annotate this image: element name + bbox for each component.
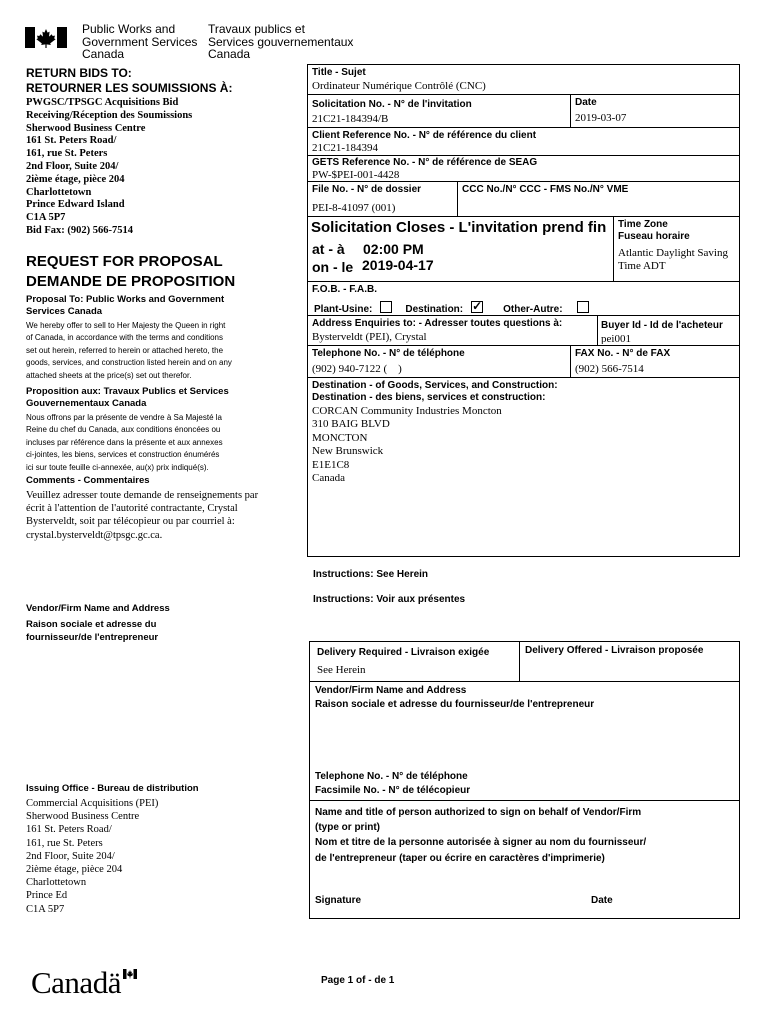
return-bids-address	[26, 97, 192, 238]
bid-fax-line: Bid Fax: (902) 566-7514	[26, 224, 134, 236]
rfp-title-fr: DEMANDE DE PROPOSITION	[26, 273, 236, 290]
department-fr-line: Travaux publics et	[208, 22, 305, 36]
authorized-signer-label	[315, 805, 646, 866]
address-line: Charlottetown	[26, 186, 92, 198]
proposal-text-line: of Canada, in accordance with the terms and conditions	[26, 333, 224, 343]
authorized-signer-line: (type or print)	[315, 822, 380, 834]
comments-text	[26, 489, 258, 542]
issuing-address-line: Sherwood Business Centre	[26, 811, 140, 823]
proposition-text-line: Nous offrons par la présente de vendre à Sa Majesté la	[26, 413, 222, 422]
destination-goods-address	[312, 405, 502, 485]
checkmark-icon: ✓	[472, 299, 483, 314]
signature-label: Signature	[315, 895, 362, 906]
destination-label: Destination:	[405, 304, 464, 315]
issuing-address-line: C1A 5P7	[26, 903, 65, 915]
file-number-label: File No. - N° de dossier	[312, 184, 422, 195]
delivery-required-label: Delivery Required - Livraison exigée	[317, 647, 490, 658]
solicitation-label: Solicitation No. - N° de l'invitation	[312, 99, 472, 110]
instructions-en: Instructions: See Herein	[313, 569, 429, 580]
address-line: 161 St. Peters Road/	[26, 135, 117, 147]
proposition-text-line: incluses par référence dans la présente et aux annexes	[26, 437, 223, 447]
vendor-heading-left: Vendor/Firm Name and Address	[26, 603, 170, 614]
return-bids-title-en: RETURN BIDS TO:	[26, 66, 132, 80]
date-value: 2019-03-07	[575, 112, 627, 124]
solicitation-value: 21C21-184394/B	[312, 113, 389, 125]
delivery-offered-label: Delivery Offered - Livraison proposée	[525, 645, 704, 656]
delivery-offered-field[interactable]	[521, 658, 738, 679]
destination-goods-label-line: Destination - des biens, services et construction:	[312, 392, 546, 403]
department-en-line: Public Works and	[82, 22, 176, 36]
at-label: at - à	[312, 241, 345, 257]
department-name-en	[82, 23, 197, 61]
address-enquiries-value: Bysterveldt (PEI), Crystal	[312, 331, 427, 343]
destination-address-line: 310 BAIG BLVD	[312, 418, 390, 431]
comments-line: Bysterveldt, soit par télécopieur ou par courriel à:	[26, 516, 235, 528]
vendor-name-label: Vendor/Firm Name and Address	[315, 685, 467, 696]
vendor-telephone-label: Telephone No. - N° de téléphone	[315, 771, 468, 782]
proposal-text-line: attached sheets at the price(s) set out therefor.	[26, 370, 192, 380]
fax-value: (902) 566-7514	[575, 363, 644, 375]
issuing-address-line: Charlottetown	[26, 877, 87, 889]
address-line: Sherwood Business Centre	[26, 122, 146, 134]
proposition-text-line: ici sur toute feuille ci-annexée, au(x) prix indiqué(s).	[26, 462, 209, 472]
buyer-id-value: pei001	[601, 333, 631, 344]
signature-field[interactable]	[311, 866, 581, 892]
plant-usine-label: Plant-Usine:	[314, 304, 373, 315]
canada-wordmark-logo	[31, 965, 121, 1001]
closing-date-value: 2019-04-17	[362, 257, 434, 273]
rfp-title-en: REQUEST FOR PROPOSAL	[26, 253, 223, 270]
proposal-to-text	[26, 320, 232, 382]
return-bids-title-fr: RETOURNER LES SOUMISSIONS À:	[26, 81, 233, 95]
fob-options	[314, 299, 589, 317]
ccc-fms-label: CCC No./N° CCC - FMS No./N° VME	[462, 184, 629, 195]
sign-date-label: Date	[591, 895, 613, 906]
address-enquiries-label: Address Enquiries to: - Adresser toutes questions à:	[312, 318, 563, 329]
delivery-required-value: See Herein	[317, 664, 366, 676]
vendor-subheading-line: Raison sociale et adresse du	[26, 619, 157, 630]
destination-address-line: MONCTON	[312, 431, 368, 444]
address-line: 161, rue St. Peters	[26, 148, 108, 160]
destination-address-line: Canada	[312, 472, 345, 485]
timezone-value-line: Atlantic Daylight Saving	[618, 247, 728, 259]
proposition-text-line: Reine du chef du Canada, aux conditions énoncées ou	[26, 425, 221, 435]
client-reference-label: Client Reference No. - N° de référence du client	[312, 130, 537, 141]
sign-date-field[interactable]	[585, 866, 735, 892]
address-line: C1A 5P7	[26, 212, 66, 224]
department-en-line: Canada	[82, 47, 125, 61]
gets-reference-label: GETS Reference No. - N° de référence de SEAG	[312, 157, 538, 168]
other-autre-checkbox[interactable]	[577, 301, 589, 313]
closing-time-value: 02:00 PM	[363, 241, 424, 257]
date-label: Date	[575, 97, 597, 108]
comments-heading: Comments - Commentaires	[26, 475, 150, 486]
timezone-label-line: Fuseau horaire	[618, 231, 690, 242]
issuing-address-line: 2nd Floor, Suite 204/	[26, 850, 115, 862]
proposal-to-heading: Proposal To: Public Works and Government Services Canada	[26, 294, 225, 317]
comments-line: écrit à l'attention de l'autorité contractante, Crystal	[26, 503, 238, 515]
page-number: Page 1 of - de 1	[321, 975, 395, 986]
timezone-value-line: Time ADT	[618, 260, 666, 272]
issuing-address-line: 161, rue St. Peters	[26, 837, 103, 849]
issuing-address-line: 161 St. Peters Road/	[26, 824, 112, 836]
fob-label: F.O.B. - F.A.B.	[312, 284, 377, 295]
canada-wordmark-text: Canadä	[31, 965, 121, 1000]
vendor-fax-label: Facsimile No. - N° de télécopieur	[315, 785, 471, 796]
proposal-text-line: We hereby offer to sell to Her Majesty the Queen in right	[26, 321, 226, 330]
address-line: PWGSC/TPSGC Acquisitions Bid	[26, 97, 179, 108]
on-label: on - le	[312, 259, 354, 275]
department-name-fr	[208, 23, 353, 61]
proposition-heading-line: Gouvernementaux Canada	[26, 397, 147, 409]
proposal-text-line: set out herein, referred to herein or attached hereto, the	[26, 345, 224, 355]
other-autre-label: Other-Autre:	[503, 304, 563, 315]
comments-line: crystal.bysterveldt@tpsgc.gc.ca.	[26, 529, 163, 541]
issuing-office-heading: Issuing Office - Bureau de distribution	[26, 783, 199, 794]
timezone-label	[618, 219, 690, 243]
destination-checkbox[interactable]	[471, 301, 483, 313]
telephone-label: Telephone No. - N° de téléphone	[312, 348, 465, 359]
fax-label: FAX No. - N° de FAX	[575, 348, 671, 359]
destination-address-line: CORCAN Community Industries Moncton	[312, 405, 502, 417]
vendor-name-field[interactable]	[311, 713, 738, 769]
vendor-name-label-fr: Raison sociale et adresse du fournisseur/de l'entrepreneur	[315, 699, 595, 710]
instructions-fr: Instructions: Voir aux présentes	[313, 594, 466, 605]
issuing-office-address	[26, 797, 158, 916]
authorized-signer-line: de l'entrepreneur (taper ou écrire en caractères d'imprimerie)	[315, 852, 605, 864]
department-en-line: Government Services	[82, 34, 198, 49]
title-label: Title - Sujet	[312, 67, 366, 78]
address-line: 2ième étage, pièce 204	[26, 173, 125, 185]
plant-usine-checkbox[interactable]	[380, 301, 392, 313]
government-of-canada-flag-logo	[25, 27, 67, 48]
authorized-signer-line: Name and title of person authorized to sign on behalf of Vendor/Firm	[315, 807, 642, 818]
address-line: Prince Edward Island	[26, 199, 125, 211]
timezone-value	[618, 247, 728, 273]
address-line: Receiving/Réception des Soumissions	[26, 109, 193, 121]
comments-line: Veuillez adresser toute demande de renseignements par	[26, 490, 259, 501]
vendor-subheading-left	[26, 618, 158, 644]
solicitation-closes-title: Solicitation Closes - L'invitation prend fin	[311, 219, 607, 236]
proposal-text-line: goods, services, and construction listed herein and on any	[26, 358, 232, 368]
department-fr-line: Canada	[208, 47, 251, 61]
proposition-text-line: ci-jointes, les biens, services et construction énumérés	[26, 450, 220, 460]
address-line: 2nd Floor, Suite 204/	[26, 160, 119, 172]
proposition-heading-line: Proposition aux: Travaux Publics et Services	[26, 386, 229, 397]
destination-address-line: New Brunswick	[312, 445, 384, 458]
gets-reference-value: PW-$PEI-001-4428	[312, 169, 400, 181]
canada-wordmark-flag-icon	[123, 969, 137, 979]
department-fr-line: Services gouvernementaux	[208, 34, 354, 49]
timezone-label-line: Time Zone	[618, 219, 668, 230]
destination-address-line: E1E1C8	[312, 458, 350, 471]
authorized-signer-line: Nom et titre de la personne autorisée à signer au nom du fournisseur/	[315, 837, 647, 849]
issuing-address-line: Commercial Acquisitions (PEI)	[26, 798, 159, 809]
vendor-subheading-line: fournisseur/de l'entrepreneur	[26, 632, 159, 643]
issuing-address-line: 2ième étage, pièce 204	[26, 864, 123, 876]
destination-goods-label-line: Destination - of Goods, Services, and Construction:	[312, 380, 558, 391]
destination-goods-label	[312, 380, 558, 404]
telephone-value: (902) 940-7122 ( )	[312, 363, 402, 375]
proposition-text	[26, 412, 223, 474]
issuing-address-line: Prince Ed	[26, 890, 68, 902]
file-number-value: PEI-8-41097 (001)	[312, 202, 396, 214]
buyer-id-label: Buyer Id - Id de l'acheteur	[601, 320, 723, 331]
proposition-heading	[26, 386, 229, 409]
client-reference-value: 21C21-184394	[312, 142, 378, 154]
title-value: Ordinateur Numérique Contrôlé (CNC)	[312, 80, 486, 92]
